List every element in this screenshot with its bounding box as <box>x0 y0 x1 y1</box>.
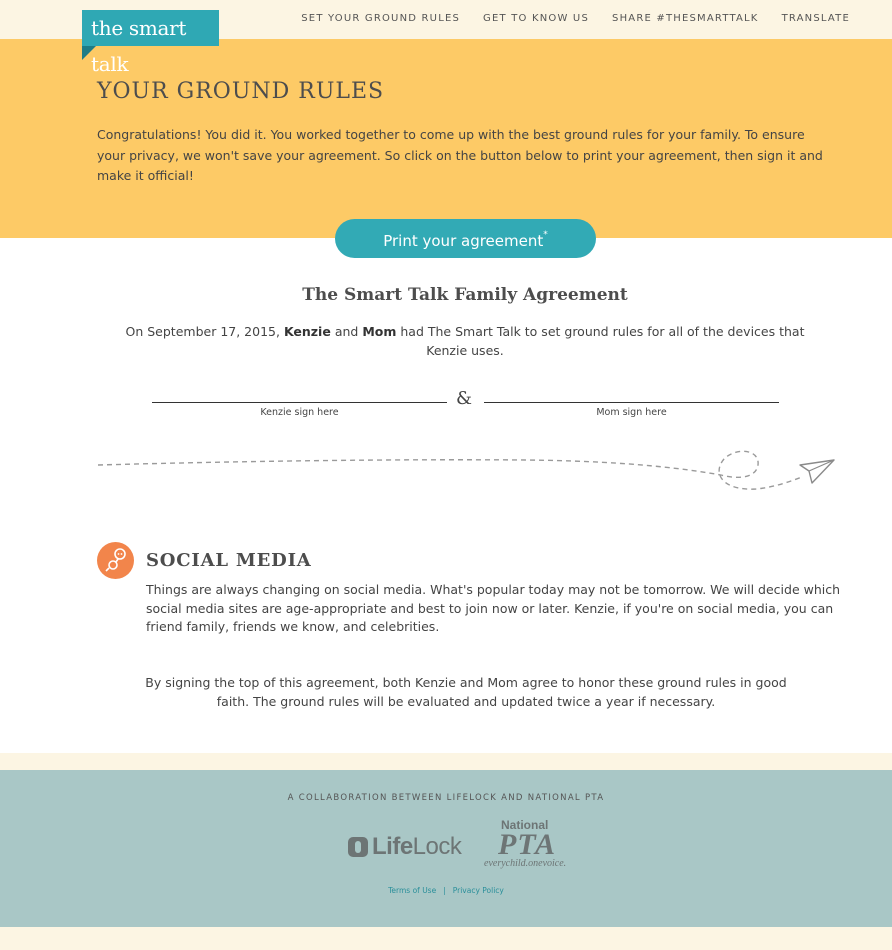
main-nav <box>301 13 850 24</box>
pta-national-text: National <box>501 818 549 832</box>
site-logo[interactable]: the smart talk <box>82 10 219 46</box>
parent-signature-line <box>484 402 779 403</box>
nav-set-ground-rules[interactable]: SET YOUR GROUND RULES <box>301 13 461 24</box>
child-signature-line <box>152 402 447 403</box>
lifelock-logo <box>348 833 461 861</box>
closing-statement: By signing the top of this agreement, both Kenzie and Mom agree to honor these ground rules in good faith. The ground rules will be evaluated and updated twice a year if necessary. <box>145 675 787 709</box>
agreement-title: The Smart Talk Family Agreement <box>302 285 628 305</box>
lifelock-life: Life <box>372 833 413 860</box>
agreement-section <box>0 238 892 753</box>
paper-plane-divider-icon <box>96 443 836 493</box>
child-signature-label: Kenzie sign here <box>260 407 339 418</box>
privacy-policy-link[interactable]: Privacy Policy <box>452 886 504 895</box>
chat-bubbles-icon <box>97 542 134 579</box>
nav-share-hashtag[interactable]: SHARE #THESMARTTALK <box>612 13 759 24</box>
social-media-title: SOCIAL MEDIA <box>146 550 312 571</box>
nav-get-to-know-us[interactable]: GET TO KNOW US <box>483 13 590 24</box>
intro-suffix: had The Smart Talk to set ground rules for all of the devices that Kenzie uses. <box>400 324 805 358</box>
pta-letters: PTA <box>498 828 557 861</box>
print-button-label: Print your agreement <box>383 232 544 250</box>
parent-name: Mom <box>362 324 397 339</box>
terms-of-use-link[interactable]: Terms of Use <box>388 886 437 895</box>
intro-and: and <box>334 324 359 339</box>
footer-links <box>0 886 892 895</box>
hero-banner <box>0 39 892 238</box>
agreement-intro <box>105 322 825 360</box>
collaboration-text: A COLLABORATION BETWEEN LIFELOCK AND NATIONAL PTA <box>287 793 605 803</box>
print-button-asterisk: * <box>543 230 548 240</box>
nav-translate[interactable]: TRANSLATE <box>781 13 850 24</box>
intro-prefix: On September 17, 2015, <box>125 324 280 339</box>
top-navigation-bar <box>0 0 892 76</box>
pta-tagline: everychild.onevoice. <box>484 858 567 869</box>
social-media-rule-text: Things are always changing on social media. What's popular today may not be tomorrow. We will decide which social media sites are age-appropriate and best to join now or later. Kenzie, if you're on social media, you can friend family, friends we know, and celebrities. <box>146 582 841 634</box>
ampersand: & <box>456 388 473 409</box>
lifelock-lock: Lock <box>412 833 462 860</box>
footer-link-separator: | <box>443 886 446 895</box>
parent-signature-label: Mom sign here <box>596 407 667 418</box>
lifelock-lock-icon <box>348 837 368 857</box>
lifelock-wordmark <box>372 833 461 861</box>
page-title: YOUR GROUND RULES <box>97 79 385 104</box>
national-pta-logo <box>484 818 594 869</box>
site-footer <box>0 770 892 927</box>
print-agreement-button[interactable] <box>335 219 596 258</box>
hero-description: Congratulations! You did it. You worked together to come up with the best ground rules for your family. To ensure your privacy, we won't save your agreement. So click on the button below to print your agreement, then sign it and make it official! <box>97 127 823 183</box>
child-name: Kenzie <box>283 324 331 339</box>
logo-ribbon-fold <box>82 46 96 60</box>
